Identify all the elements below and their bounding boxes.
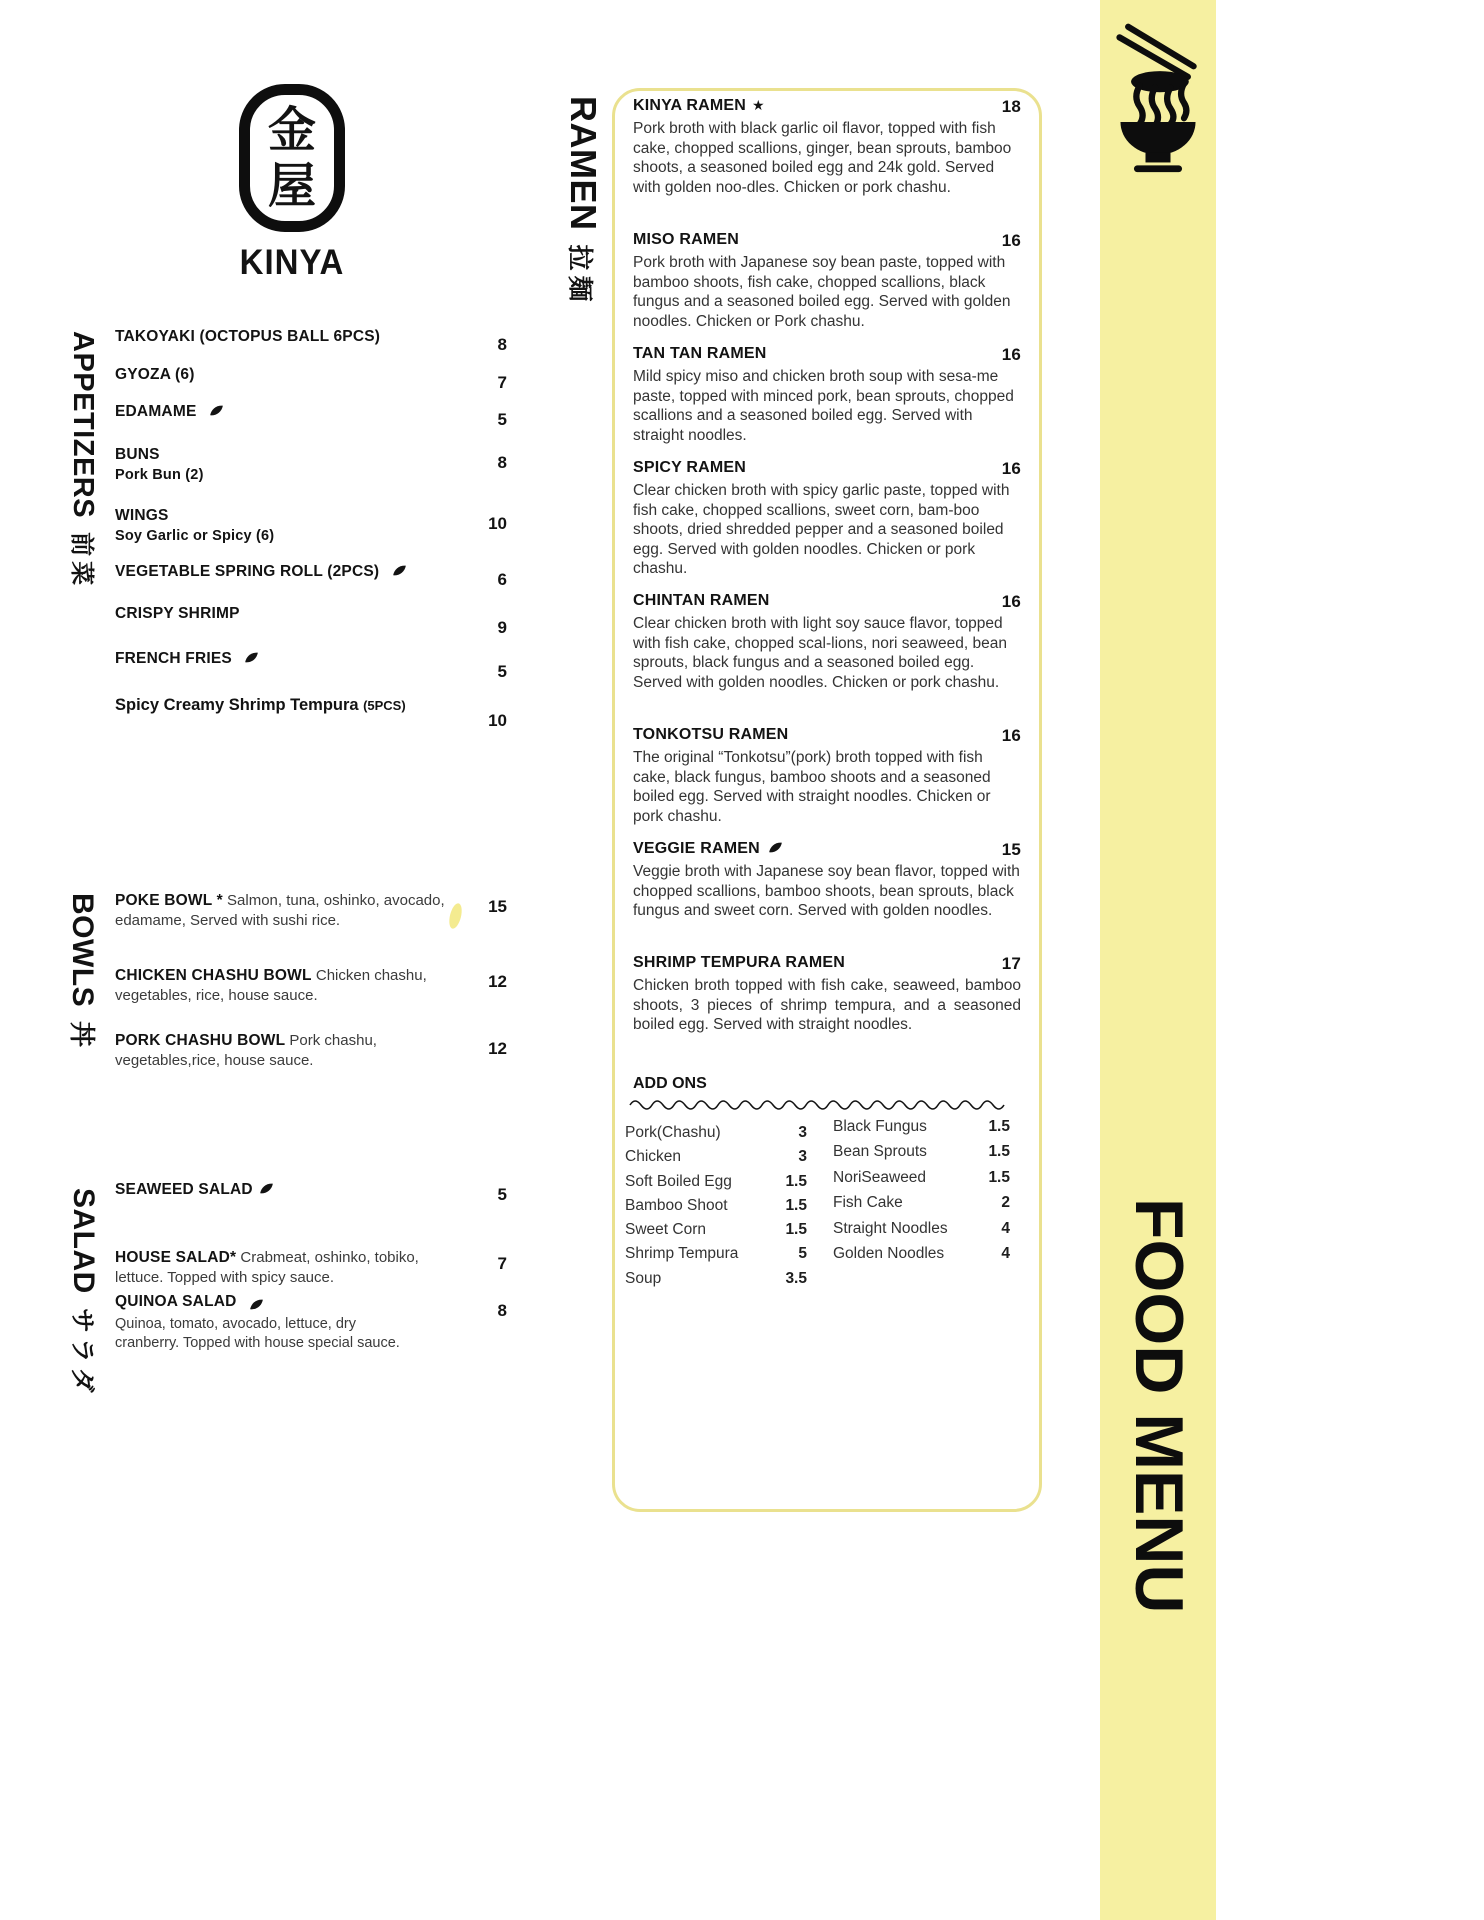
ramen-bowl-icon <box>1114 22 1202 174</box>
menu-item-vegetable-spring-roll <box>115 563 507 589</box>
addon-row <box>625 1148 807 1172</box>
item-subtitle: Soy Garlic or Spicy (6) <box>115 528 275 544</box>
item-description: Crabmeat, oshinko, tobiko, lettuce. Topped with spicy sauce. <box>115 1249 419 1286</box>
addon-row <box>625 1124 807 1148</box>
addon-price: 3 <box>798 1124 807 1141</box>
addon-row <box>625 1245 807 1269</box>
item-text <box>115 966 467 1006</box>
addon-label: Soup <box>625 1269 662 1287</box>
addon-label: Golden Noodles <box>833 1244 945 1262</box>
addon-row <box>833 1220 1010 1245</box>
item-price: 16 <box>1001 726 1021 745</box>
addon-row <box>833 1143 1010 1168</box>
item-name: HOUSE SALAD* <box>115 1249 237 1266</box>
addon-label: Black Fungus <box>833 1118 927 1135</box>
item-description: Mild spicy miso and chicken broth soup with sesa-me paste, topped with minced pork, bean sprouts, chopped scallions and a seasoned boiled egg. Served with straight noodles. <box>633 368 1014 444</box>
item-price: 16 <box>1001 592 1021 611</box>
menu-item-takoyaki <box>115 328 507 354</box>
item-price: 8 <box>497 1301 507 1320</box>
section-label-salad <box>66 1188 102 1398</box>
salad-label-jp: サラダ <box>68 1307 97 1398</box>
menu-item-miso-ramen <box>633 231 1021 331</box>
addon-label: Bamboo Shoot <box>625 1196 728 1214</box>
brand-name: KINYA <box>239 241 345 282</box>
addons-right-column <box>833 1118 1010 1270</box>
item-name: CRISPY SHRIMP <box>115 605 240 622</box>
item-price: 5 <box>497 1185 507 1204</box>
menu-item-crispy-shrimp <box>115 605 507 637</box>
item-price: 16 <box>1001 345 1021 364</box>
menu-item-tonkotsu-ramen <box>633 726 1021 826</box>
item-description: Salmon, tuna, oshinko, avocado, edamame, Served with sushi rice. <box>115 892 445 929</box>
item-price: 10 <box>488 514 507 533</box>
item-name: SHRIMP TEMPURA RAMEN <box>633 954 846 971</box>
addons-title: ADD ONS <box>633 1075 707 1092</box>
item-price: 15 <box>488 897 507 916</box>
addon-label: Sweet Corn <box>625 1221 706 1239</box>
ramen-label-en: RAMEN <box>563 96 604 231</box>
wavy-divider <box>628 1096 1018 1110</box>
addon-row <box>625 1270 807 1294</box>
menu-item-seaweed-salad <box>115 1181 507 1204</box>
addon-price: 1.5 <box>785 1196 807 1214</box>
menu-item-tan-tan-ramen <box>633 345 1021 445</box>
appetizers-label-en: APPETIZERS <box>67 331 99 519</box>
item-name: POKE BOWL * <box>115 892 223 909</box>
menu-item-quinoa-salad <box>115 1293 507 1353</box>
item-description: Clear chicken broth with spicy garlic paste, topped with fish cake, chopped scallions, sweet corn, bam-boo shoots, dried shredded pepper and a seasoned boiled egg. Served with golden noodles. Chicken or pork chashu. <box>633 482 1010 577</box>
addon-row <box>625 1197 807 1221</box>
section-label-bowls <box>65 893 102 1052</box>
item-name: CHINTAN RAMEN <box>633 592 770 609</box>
item-subtitle: Pork Bun (2) <box>115 467 204 483</box>
item-name: SPICY RAMEN <box>633 459 747 476</box>
addon-price: 1.5 <box>785 1221 807 1239</box>
addons-left-column <box>625 1124 807 1294</box>
addon-price: 1.5 <box>785 1172 807 1190</box>
item-description: Quinoa, tomato, avocado, lettuce, dry cranberry. Topped with house special sauce. <box>115 1316 400 1351</box>
menu-item-wings <box>115 507 507 544</box>
menu-item-edamame <box>115 403 507 429</box>
item-name: TONKOTSU RAMEN <box>633 726 789 743</box>
item-suffix: (5PCS) <box>363 698 406 713</box>
item-name: TAN TAN RAMEN <box>633 345 767 362</box>
brand-logo-badge <box>239 84 345 232</box>
menu-item-chintan-ramen <box>633 592 1021 692</box>
item-price: 7 <box>497 1254 507 1273</box>
item-price: 17 <box>1001 954 1021 973</box>
leaf-icon <box>208 402 225 419</box>
section-label-appetizers <box>66 331 102 590</box>
addon-price: 1.5 <box>988 1118 1010 1135</box>
addon-price: 4 <box>1001 1244 1010 1262</box>
addon-price: 4 <box>1001 1219 1010 1237</box>
item-price: 16 <box>1001 459 1021 478</box>
menu-item-shrimp-tempura-ramen <box>633 954 1021 1035</box>
item-description: Pork broth with Japanese soy bean paste, topped with bamboo shoots, fish cake, chopped scallions, black fungus and a seasoned boiled egg. Served with golden noodles. Chicken or Pork chashu. <box>633 254 1011 330</box>
addon-row <box>833 1194 1010 1219</box>
item-price: 12 <box>488 972 507 991</box>
salad-label-en: SALAD <box>67 1188 100 1294</box>
leaf-icon <box>248 1296 265 1313</box>
leaf-icon <box>258 1180 275 1197</box>
item-name: PORK CHASHU BOWL <box>115 1032 286 1049</box>
addon-price: 1.5 <box>988 1168 1010 1186</box>
item-price: 16 <box>1001 231 1021 250</box>
menu-item-kinya-ramen <box>633 97 1021 197</box>
menu-item-chicken-chashu-bowl <box>115 966 507 1006</box>
item-description: Veggie broth with Japanese soy bean flavor, topped with chopped scallions, bamboo shoots, bean sprouts, black fungus and sweet corn. Served with golden noodles. <box>633 863 1020 919</box>
addon-row <box>833 1245 1010 1270</box>
section-label-ramen <box>562 96 604 307</box>
side-band <box>1100 0 1216 1920</box>
appetizers-label-jp: 前菜 <box>68 532 96 591</box>
star-icon: ★ <box>752 97 765 113</box>
item-price: 10 <box>488 711 507 730</box>
menu-item-spicy-ramen <box>633 459 1021 579</box>
item-name: VEGETABLE SPRING ROLL (2PCS) <box>115 563 380 580</box>
item-name: GYOZA (6) <box>115 366 195 383</box>
item-name: QUINOA SALAD <box>115 1293 237 1310</box>
leaf-icon <box>767 839 784 856</box>
addon-label: Shrimp Tempura <box>625 1245 739 1263</box>
menu-item-poke-bowl <box>115 891 507 931</box>
addon-price: 5 <box>798 1245 807 1263</box>
menu-item-spicy-creamy-shrimp-tempura <box>115 696 507 730</box>
menu-item-pork-chashu-bowl <box>115 1031 507 1071</box>
item-price: 15 <box>1001 840 1021 859</box>
item-text <box>115 891 467 931</box>
addon-label: NoriSeaweed <box>833 1168 927 1186</box>
addon-price: 2 <box>1001 1194 1010 1212</box>
logo-kanji-bottom: 屋 <box>267 158 316 214</box>
menu-item-buns <box>115 446 507 483</box>
bowls-label-jp: 丼 <box>66 1021 96 1053</box>
menu-item-veggie-ramen <box>633 840 1021 921</box>
addon-label: Bean Sprouts <box>833 1143 927 1161</box>
item-name: MISO RAMEN <box>633 231 739 248</box>
item-price: 18 <box>1001 97 1021 116</box>
item-name: SEAWEED SALAD <box>115 1181 253 1198</box>
item-name: Spicy Creamy Shrimp Tempura <box>115 696 359 714</box>
menu-item-gyoza <box>115 366 507 392</box>
ramen-label-jp: 拉麺 <box>564 244 594 307</box>
item-price: 6 <box>497 570 507 589</box>
item-price: 5 <box>497 662 507 681</box>
addon-label: Straight Noodles <box>833 1219 948 1237</box>
addon-label: Chicken <box>625 1148 681 1166</box>
item-description: Pork broth with black garlic oil flavor, topped with fish cake, chopped scallions, ginger, bean sprouts, bamboo shoots, a seasoned boiled egg and 24k gold. Served with golden noo-dles. Chicken or pork chashu. <box>633 120 1012 196</box>
addon-price: 1.5 <box>988 1143 1010 1161</box>
addon-row <box>833 1169 1010 1194</box>
item-price: 8 <box>497 453 507 472</box>
addon-label: Pork(Chashu) <box>625 1124 721 1141</box>
item-price: 9 <box>497 618 507 637</box>
item-name: KINYA RAMEN <box>633 97 747 114</box>
item-price: 5 <box>497 410 507 429</box>
item-name: BUNS <box>115 446 160 463</box>
item-price: 8 <box>497 335 507 354</box>
item-price: 7 <box>497 373 507 392</box>
item-name: FRENCH FRIES <box>115 650 232 667</box>
item-name: VEGGIE RAMEN <box>633 840 760 857</box>
addon-row <box>625 1221 807 1245</box>
addon-label: Soft Boiled Egg <box>625 1172 732 1190</box>
item-name: EDAMAME <box>115 403 197 420</box>
addon-price: 3 <box>798 1148 807 1166</box>
leaf-icon <box>243 649 260 666</box>
item-name: TAKOYAKI (OCTOPUS BALL 6PCS) <box>115 328 381 345</box>
addon-row <box>625 1173 807 1197</box>
item-price: 12 <box>488 1039 507 1058</box>
item-description: Pork chashu, vegetables,rice, house sauce. <box>115 1032 377 1069</box>
item-name: CHICKEN CHASHU BOWL <box>115 967 312 984</box>
item-text <box>115 1031 467 1071</box>
menu-item-french-fries <box>115 650 507 681</box>
item-name: WINGS <box>115 507 169 524</box>
addon-row <box>833 1118 1010 1143</box>
item-description: Clear chicken broth with light soy sauce flavor, topped with fish cake, chopped scal-lions, nori seaweed, bean sprouts, black fungus and a seasoned boiled egg. Served with golden noodles. Chicken or pork chashu. <box>633 615 1007 691</box>
addon-price: 3.5 <box>785 1269 807 1287</box>
logo-kanji-top: 金 <box>267 102 316 158</box>
band-title: FOOD MENU <box>1121 1198 1197 1614</box>
item-text <box>115 1248 427 1288</box>
addon-label: Fish Cake <box>833 1194 903 1212</box>
bowls-label-en: BOWLS <box>66 893 99 1008</box>
menu-item-house-salad <box>115 1248 507 1288</box>
item-description: Chicken chashu, vegetables, rice, house sauce. <box>115 967 427 1004</box>
item-description: Chicken broth topped with fish cake, seaweed, bamboo shoots, 3 pieces of shrimp tempura, and a seasoned boiled egg. Served with straight noodles. <box>633 977 1021 1033</box>
leaf-icon <box>391 562 408 579</box>
item-description: The original “Tonkotsu”(pork) broth topped with fish cake, black fungus, bamboo shoots and a seasoned boiled egg. Served with straight noodles. Chicken or pork chashu. <box>633 749 991 825</box>
